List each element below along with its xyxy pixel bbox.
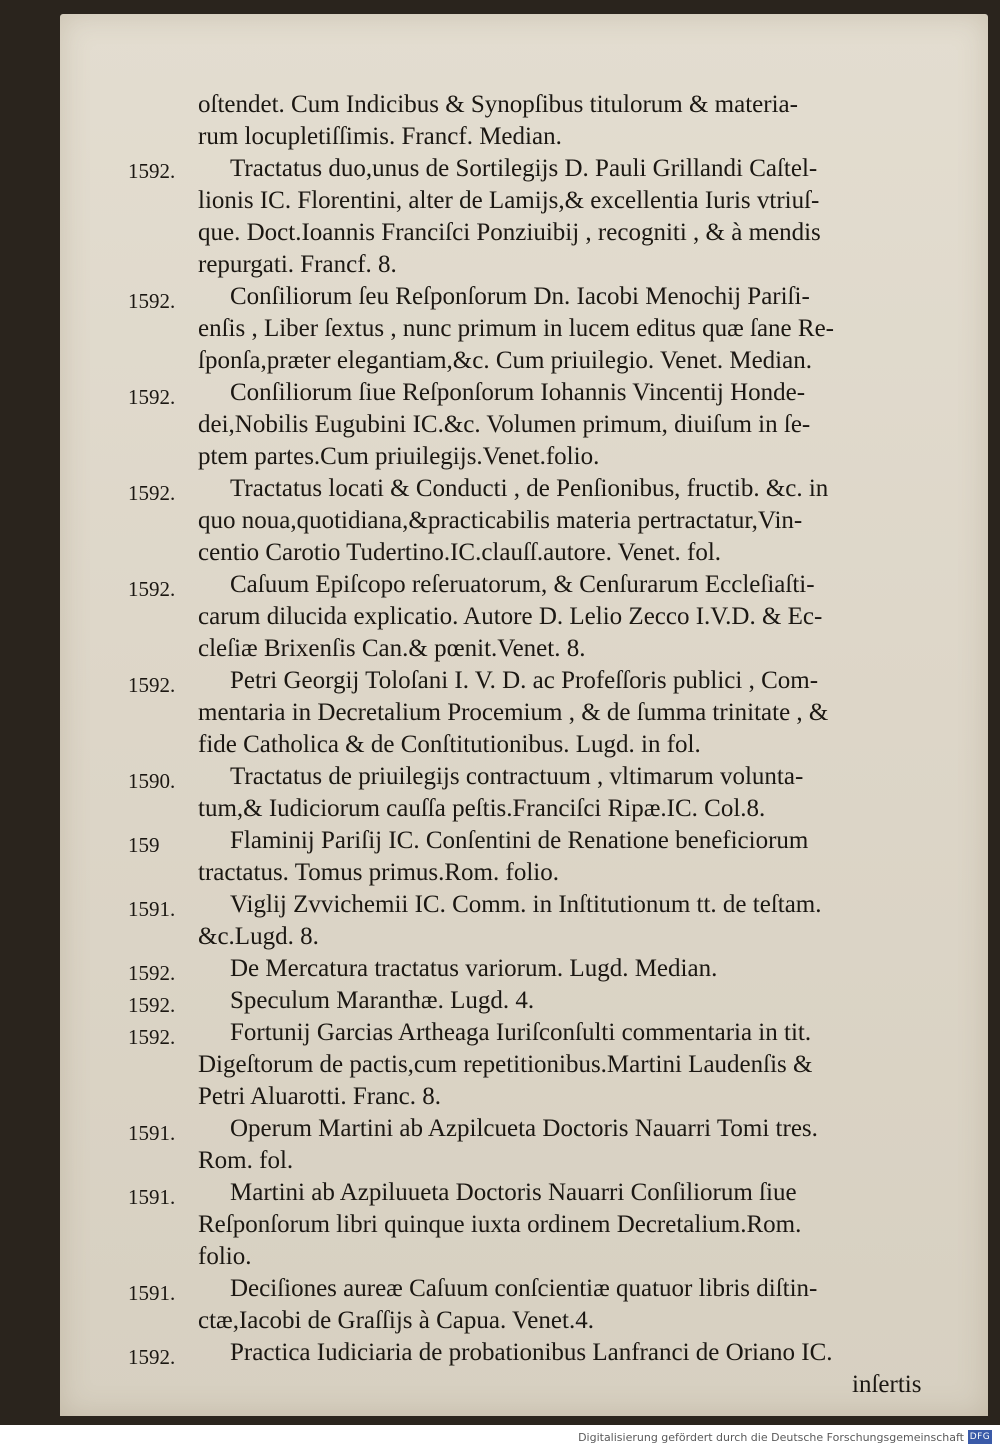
text-line: mentaria in Decretalium Procemium , & de ſumma trinitate , & [198, 699, 829, 726]
text-line: Deciſiones aureæ Caſuum conſcientiæ quatuor libris diſtin- [230, 1275, 818, 1302]
text-line: ptem partes.Cum priuilegijs.Venet.folio. [198, 443, 600, 470]
text-line: Petri Aluarotti. Franc. 8. [198, 1083, 442, 1110]
book-page [60, 14, 988, 1416]
page-text-block [60, 14, 988, 1416]
text-line: carum dilucida explicatio. Autore D. Lelio Zecco I.V.D. & Ec- [198, 603, 823, 630]
entry-year: 1592. [128, 577, 176, 601]
text-line: Conſiliorum ſeu Reſponſorum Dn. Iacobi Menochij Pariſi- [230, 283, 810, 310]
entry-year: 1592. [128, 159, 176, 183]
text-line: repurgati. Francf. 8. [198, 251, 397, 278]
entry-year: 1592. [128, 481, 176, 505]
text-line: enſis , Liber ſextus , nunc primum in lucem editus quæ ſane Re- [198, 315, 834, 342]
text-line: quo noua,quotidiana,&practicabilis materia pertractatur,Vin- [198, 507, 803, 534]
entry-year: 1592. [128, 673, 176, 697]
text-line: Viglij Zvvichemii IC. Comm. in Inſtitutionum tt. de teſtam. [230, 891, 822, 918]
entry-year: 1591. [128, 1185, 176, 1209]
footer-credit: Digitalisierung gefördert durch die Deutsche Forschungsgemeinschaft [578, 1431, 964, 1444]
text-line: rum locupletiſſimis. Francf. Median. [198, 123, 562, 150]
text-line: lionis IC. Florentini, alter de Lamijs,& excellentia Iuris vtriuſ- [198, 187, 820, 214]
text-line: Rom. fol. [198, 1147, 294, 1174]
entry-year: 1592. [128, 1345, 176, 1369]
footer-bar [0, 1425, 1000, 1451]
text-line: De Mercatura tractatus variorum. Lugd. Median. [230, 955, 718, 982]
entry-year: 1592. [128, 1025, 176, 1049]
text-line: centio Carotio Tudertino.IC.clauſſ.autore. Venet. fol. [198, 539, 722, 566]
entry-year: 1592. [128, 961, 176, 985]
entry-year: 1591. [128, 1121, 176, 1145]
text-line: &c.Lugd. 8. [198, 923, 319, 950]
text-line: ſponſa,præter elegantiam,&c. Cum priuilegio. Venet. Median. [198, 347, 812, 374]
text-line: fide Catholica & de Conſtitutionibus. Lugd. in fol. [198, 731, 701, 758]
text-line: Speculum Maranthæ. Lugd. 4. [230, 987, 535, 1014]
text-line: tum,& Iudiciorum cauſſa peſtis.Franciſci Ripæ.IC. Col.8. [198, 795, 766, 822]
text-line: Fortunij Garcias Artheaga Iuriſconſulti commentaria in tit. [230, 1019, 812, 1046]
text-line: Practica Iudiciaria de probationibus Lanfranci de Oriano IC. [230, 1339, 833, 1366]
text-line: cleſiæ Brixenſis Can.& pœnit.Venet. 8. [198, 635, 586, 662]
text-line: tractatus. Tomus primus.Rom. folio. [198, 859, 559, 886]
catchword: inſertis [852, 1371, 922, 1398]
text-line: Tractatus de priuilegijs contractuum , vltimarum volunta- [230, 763, 804, 790]
text-line: Caſuum Epiſcopo reſeruatorum, & Cenſurarum Eccleſiaſti- [230, 571, 815, 598]
entry-year: 1592. [128, 289, 176, 313]
entry-year: 1592. [128, 385, 176, 409]
text-line: Conſiliorum ſiue Reſponſorum Iohannis Vincentij Honde- [230, 379, 806, 406]
text-line: Reſponſorum libri quinque iuxta ordinem Decretalium.Rom. [198, 1211, 802, 1238]
text-line: que. Doct.Ioannis Franciſci Ponziuibij , recogniti , & à mendis [198, 219, 821, 246]
text-line: ctæ,Iacobi de Graſſijs à Capua. Venet.4. [198, 1307, 594, 1334]
entry-year: 1591. [128, 1281, 176, 1305]
text-line: Tractatus locati & Conducti , de Penſionibus, fructib. &c. in [230, 475, 829, 502]
text-line: Martini ab Azpiluueta Doctoris Nauarri Conſiliorum ſiue [230, 1179, 797, 1206]
entry-year: 1592. [128, 993, 176, 1017]
text-line: Digeſtorum de pactis,cum repetitionibus.Martini Laudenſis & [198, 1051, 813, 1078]
text-line: dei,Nobilis Eugubini IC.&c. Volumen primum, diuiſum in ſe- [198, 411, 811, 438]
dfg-logo: DFG [969, 1432, 991, 1442]
entry-year: 159 [128, 833, 160, 857]
text-line: oſtendet. Cum Indicibus & Synopſibus titulorum & materia- [198, 91, 798, 118]
entry-year: 1591. [128, 897, 176, 921]
text-line: Flaminij Pariſij IC. Conſentini de Renatione beneficiorum [230, 827, 809, 854]
text-line: Operum Martini ab Azpilcueta Doctoris Nauarri Tomi tres. [230, 1115, 818, 1142]
text-line: Petri Georgij Toloſani I. V. D. ac Profeſſoris publici , Com- [230, 667, 819, 694]
text-line: folio. [198, 1243, 252, 1270]
entry-year: 1590. [128, 769, 176, 793]
text-line: Tractatus duo,unus de Sortilegijs D. Pauli Grillandi Caſtel- [230, 155, 818, 182]
